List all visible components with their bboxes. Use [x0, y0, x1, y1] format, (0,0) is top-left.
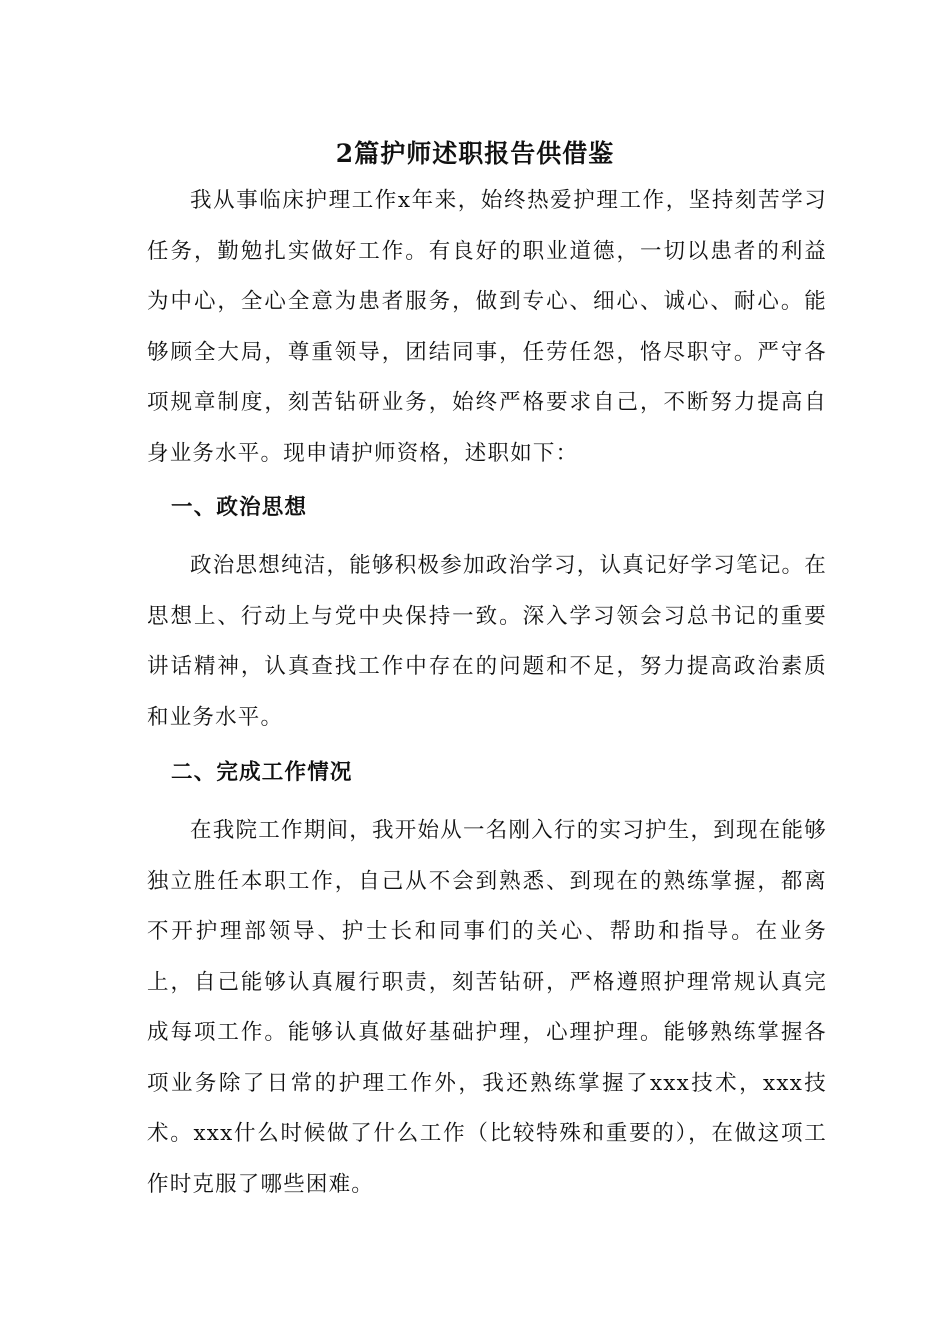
section-body-political: 政治思想纯洁，能够积极参加政治学习，认真记好学习笔记。在思想上、行动上与党中央保持一致。深入学习领会习总书记的重要讲话精神，认真查找工作中存在的问题和不足，努力提高政治素质和业务水平。: [147, 553, 827, 730]
section-heading-political: 一、政治思想: [171, 495, 308, 520]
intro-paragraph: 我从事临床护理工作x年来，始终热爱护理工作，坚持刻苦学习任务，勤勉扎实做好工作。有良好的职业道德，一切以患者的利益为中心，全心全意为患者服务，做到专心、细心、诚心、耐心。能够顾全大局，尊重领导，团结同事，任劳任怨，恪尽职守。严守各项规章制度，刻苦钻研业务，始终严格要求自己，不断努力提高自身业务水平。现申请护师资格，述职如下：: [147, 188, 827, 466]
section-body-work: 在我院工作期间，我开始从一名刚入行的实习护生，到现在能够独立胜任本职工作，自己从不会到熟悉、到现在的熟练掌握，都离不开护理部领导、护士长和同事们的关心、帮助和指导。在业务上，自己能够认真履行职责，刻苦钻研，严格遵照护理常规认真完成每项工作。能够认真做好基础护理，心理护理。能够熟练掌握各项业务除了日常的护理工作外，我还熟练掌握了xxx技术，xxx技术。xxx什么时候做了什么工作（比较特殊和重要的），在做这项工作时克服了哪些困难。: [147, 818, 827, 1197]
section-heading-work: 二、完成工作情况: [171, 760, 353, 785]
document-title: 2篇护师述职报告供借鉴: [335, 139, 615, 168]
